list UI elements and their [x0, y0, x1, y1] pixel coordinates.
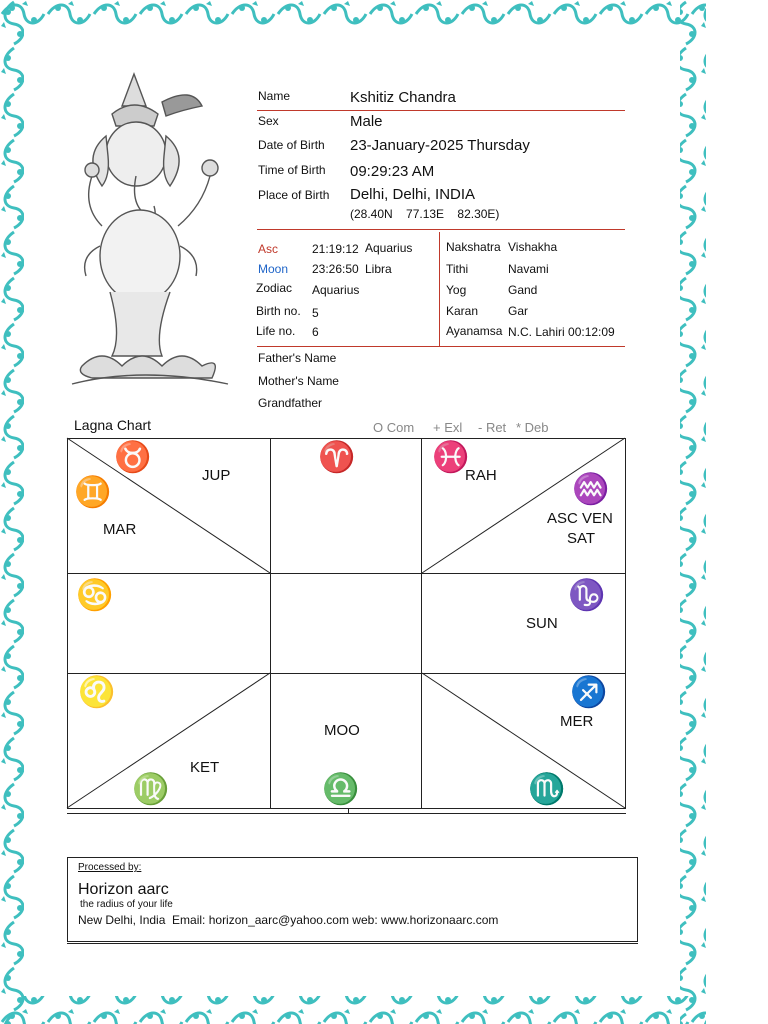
planet-mar: MAR [103, 521, 137, 538]
birth-number-value: 5 [312, 306, 319, 320]
tob-label: Time of Birth [258, 163, 326, 177]
legend-com: O Com [373, 420, 415, 435]
aries-sign-icon: ♈ [318, 441, 356, 474]
footer-divider [67, 943, 638, 944]
processed-by-box [67, 857, 638, 942]
processed-by-label: Processed by: [78, 862, 142, 873]
grandfather-label: Grandfather [258, 396, 323, 410]
planet-jup: JUP [202, 467, 231, 484]
scorpio-sign-icon: ♏ [528, 773, 566, 806]
nakshatra-label: Nakshatra [446, 240, 501, 254]
pob-value: Delhi, Delhi, INDIA [350, 186, 476, 203]
libra-sign-icon: ♎ [322, 773, 360, 806]
asc-sign: Aquarius [365, 241, 413, 255]
birth-number-label: Birth no. [256, 304, 301, 318]
name-label: Name [258, 89, 291, 103]
name-value: Kshitiz Chandra [350, 89, 456, 106]
aquarius-sign-icon: ♒ [572, 473, 610, 506]
moon-sign: Libra [365, 262, 392, 276]
karan-value: Gar [508, 304, 529, 318]
asc-time: 21:19:12 [312, 242, 359, 256]
yog-value: Gand [508, 283, 538, 297]
planet-ket: KET [190, 759, 220, 776]
yog-label: Yog [446, 283, 467, 297]
life-number-value: 6 [312, 325, 319, 339]
planet-rah: RAH [465, 467, 497, 484]
taurus-sign-icon: ♉ [114, 441, 152, 474]
company-contact: New Delhi, India Email: horizon_aarc@yahoo.com web: www.horizonaarc.com [78, 913, 499, 927]
cancer-sign-icon: ♋ [76, 579, 114, 612]
tithi-value: Navami [508, 262, 549, 276]
sagittarius-sign-icon: ♐ [570, 676, 608, 709]
father-name-label: Father's Name [258, 351, 337, 365]
virgo-sign-icon: ♍ [132, 773, 170, 806]
planet-moo: MOO [324, 722, 360, 739]
planet-asc-ven: ASC VEN [547, 510, 613, 527]
tob-value: 09:29:23 AM [350, 163, 435, 180]
legend-exl: + Exl [433, 420, 463, 435]
moon-time: 23:26:50 [312, 262, 359, 276]
company-name: Horizon aarc [78, 881, 169, 898]
pob-label: Place of Birth [258, 188, 330, 202]
pob-coordinates: (28.40N 77.13E 82.30E) [350, 207, 500, 221]
zodiac-label: Zodiac [256, 281, 293, 295]
nakshatra-value: Vishakha [508, 240, 558, 254]
dob-label: Date of Birth [258, 138, 325, 152]
leo-sign-icon: ♌ [78, 676, 116, 709]
sex-label: Sex [258, 114, 279, 128]
life-number-label: Life no. [256, 324, 296, 338]
ayanamsa-label: Ayanamsa [446, 324, 503, 338]
mother-name-label: Mother's Name [258, 374, 339, 388]
asc-label: Asc [258, 242, 279, 256]
moon-label: Moon [258, 262, 289, 276]
legend-ret: - Ret [478, 420, 507, 435]
planet-sat: SAT [567, 530, 596, 547]
planet-mer: MER [560, 713, 594, 730]
company-tagline: the radius of your life [80, 899, 173, 910]
zodiac-value: Aquarius [312, 283, 360, 297]
sex-value: Male [350, 113, 383, 130]
gemini-sign-icon: ♊ [74, 476, 112, 509]
pisces-sign-icon: ♓ [432, 441, 470, 474]
chart-title: Lagna Chart [74, 417, 152, 433]
karan-label: Karan [446, 304, 479, 318]
dob-value: 23-January-2025 Thursday [350, 137, 530, 154]
capricorn-sign-icon: ♑ [568, 579, 606, 612]
legend-deb: * Deb [516, 420, 549, 435]
planet-sun: SUN [526, 615, 558, 632]
tithi-label: Tithi [446, 262, 469, 276]
ayanamsa-value: N.C. Lahiri 00:12:09 [508, 325, 615, 339]
